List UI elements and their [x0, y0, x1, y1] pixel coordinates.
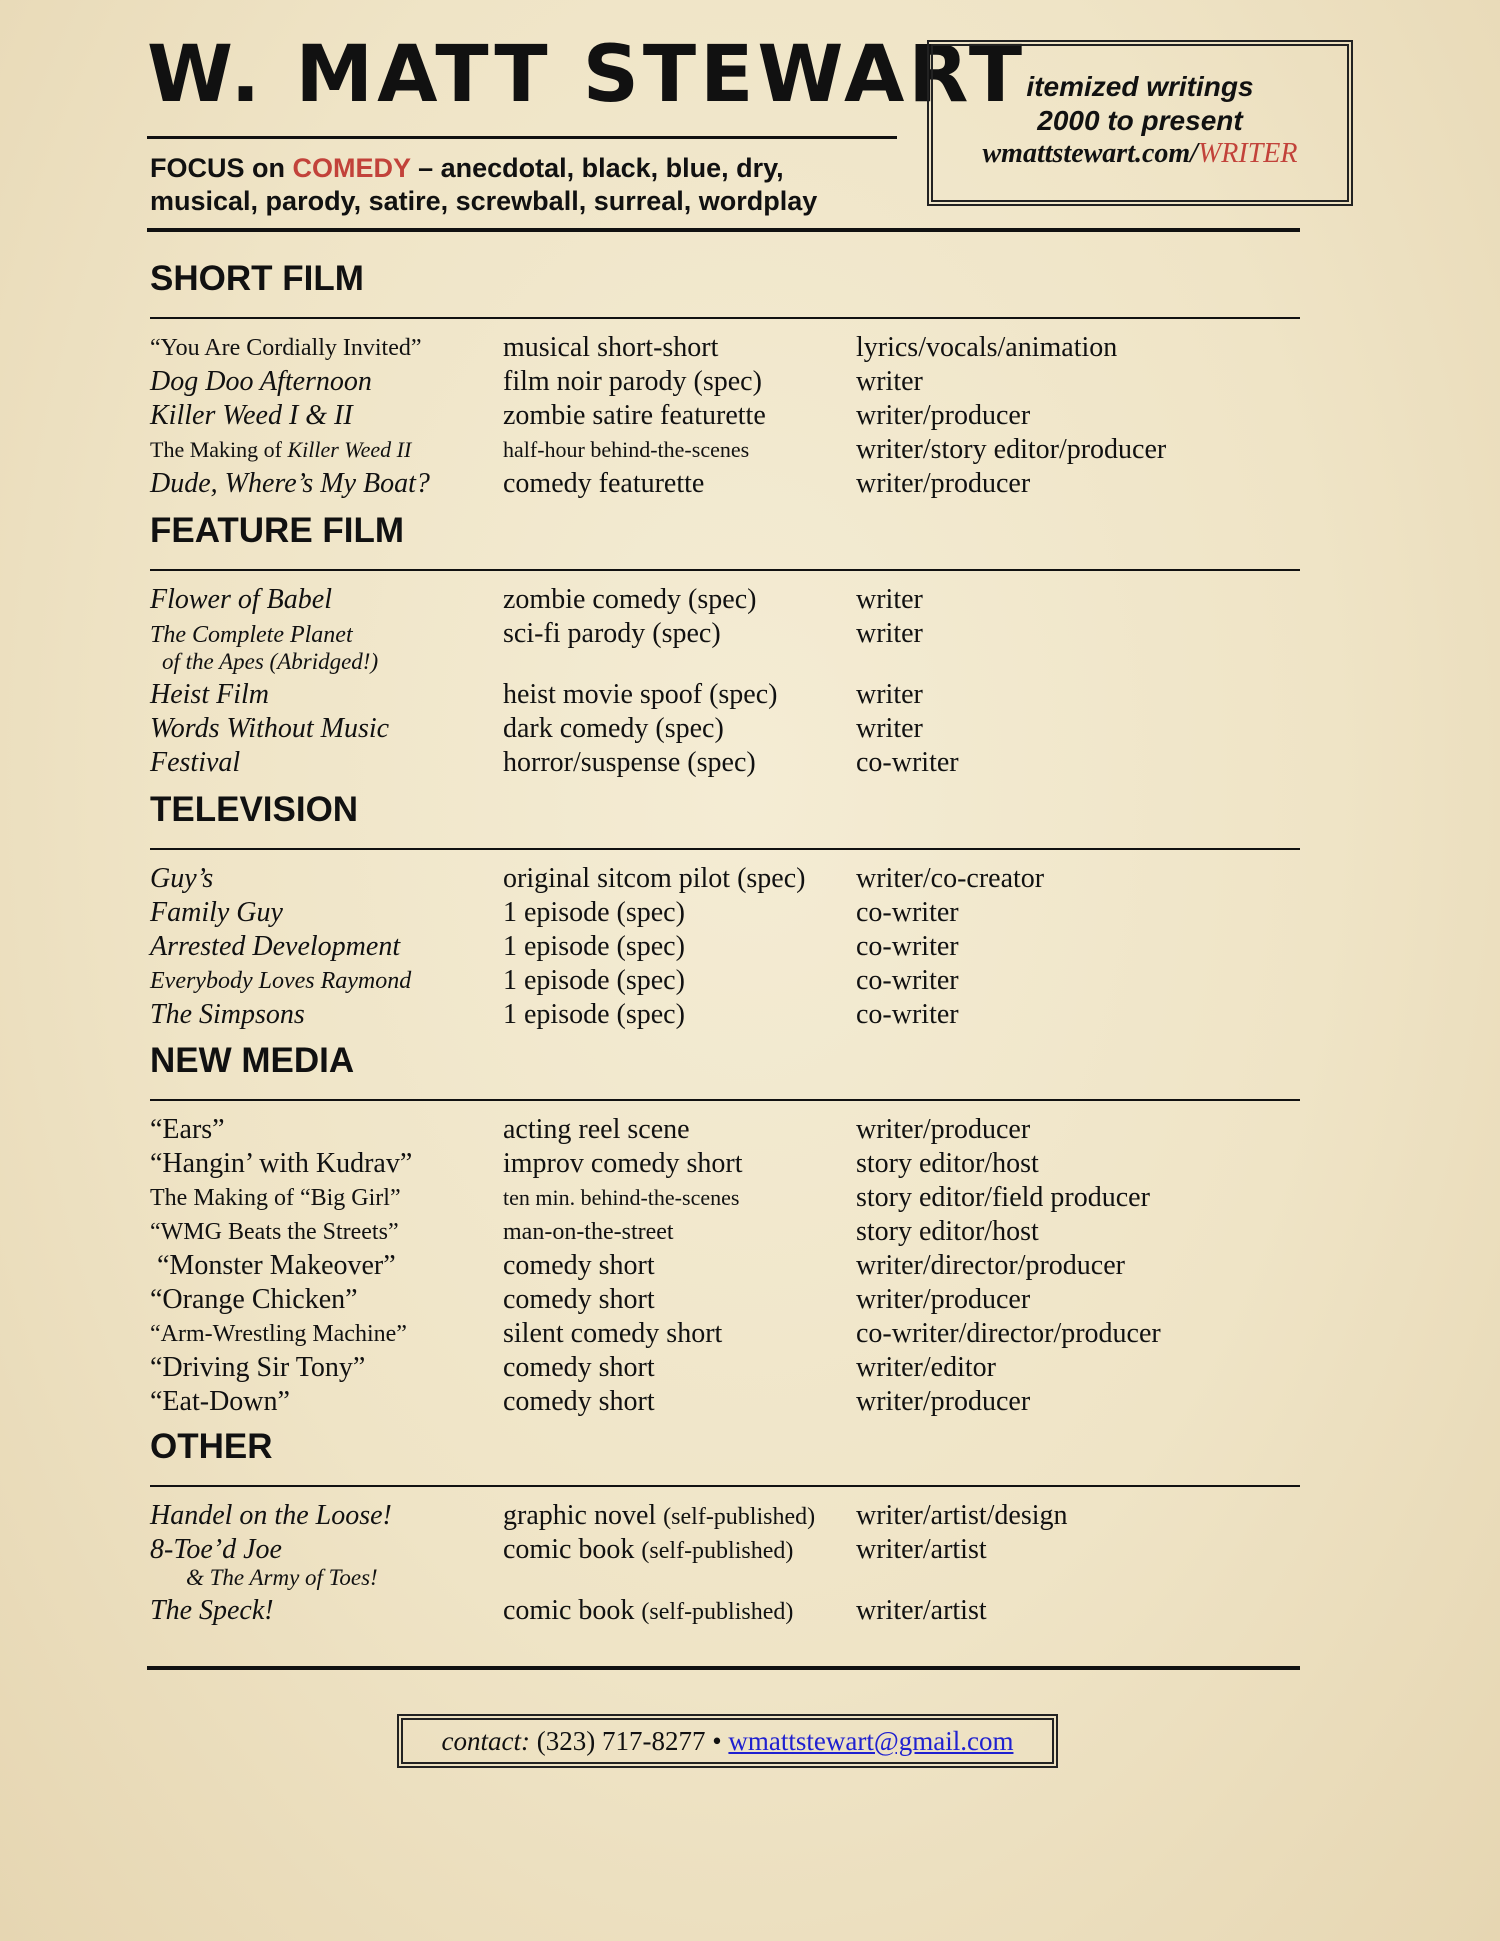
entry-type: 1 episode (spec) [503, 965, 685, 996]
entry-title: Dog Doo Afternoon [150, 366, 372, 397]
entry-type: comedy short [503, 1284, 655, 1315]
info-box-line-1: itemized writings [1026, 71, 1254, 102]
entry-type-main: graphic novel [503, 1500, 657, 1531]
entry-role: writer [856, 713, 923, 744]
section-divider [150, 848, 1300, 850]
entry-title: “WMG Beats the Streets” [150, 1219, 399, 1245]
contact-email-link[interactable]: wmattstewart@gmail.com [728, 1726, 1014, 1756]
name-underline [147, 136, 897, 139]
section-short-film [150, 259, 1300, 501]
entry-title-line-1: 8-Toe’d Joe [150, 1534, 282, 1565]
entry-title: “Monster Makeover” [150, 1250, 396, 1281]
entry-title: The Simpsons [150, 999, 305, 1030]
entry-type-main: comic book [503, 1534, 635, 1565]
entry-title: “Ears” [150, 1114, 225, 1145]
entry-role: writer/producer [856, 400, 1031, 431]
entry-type-note: (self-published) [641, 1538, 794, 1564]
entry-title: Killer Weed I & II [150, 400, 353, 431]
list-item [150, 1215, 1300, 1249]
entry-type: man-on-the-street [503, 1219, 674, 1245]
list-item [150, 331, 1300, 365]
section-new-media [150, 1041, 1300, 1419]
website-url-path: WRITER [1197, 138, 1298, 169]
list-item [150, 998, 1300, 1032]
list-item [150, 678, 1300, 712]
entry-type-note: (self-published) [663, 1504, 816, 1530]
list-item [150, 365, 1300, 399]
entry-role: writer/producer [856, 468, 1031, 499]
entry-type: musical short-short [503, 332, 719, 363]
entry-type: comedy featurette [503, 468, 705, 499]
entry-role: writer [856, 584, 923, 615]
entry-role: lyrics/vocals/animation [856, 332, 1118, 363]
entry-title: “You Are Cordially Invited” [150, 335, 422, 361]
entry-title: “Orange Chicken” [150, 1284, 358, 1315]
list-item [150, 896, 1300, 930]
section-title: OTHER [150, 1427, 273, 1466]
entry-type: sci-fi parody (spec) [503, 618, 721, 649]
section-other [150, 1427, 1300, 1628]
entry-list [150, 331, 1300, 501]
entry-title: “Arm-Wrestling Machine” [150, 1321, 407, 1347]
entry-title: “Hangin’ with Kudrav” [150, 1148, 413, 1179]
entry-type: half-hour behind-the-scenes [503, 437, 750, 462]
info-box-line-2: 2000 to present [1037, 105, 1243, 136]
entry-type: comedy short [503, 1352, 655, 1383]
entry-role: co-writer/director/producer [856, 1318, 1161, 1349]
entry-type: horror/suspense (spec) [503, 747, 756, 778]
contact-box [397, 1714, 1058, 1768]
entry-role: writer/artist [856, 1595, 987, 1626]
list-item [150, 1181, 1300, 1215]
footer-divider [147, 1666, 1300, 1670]
entry-type: 1 episode (spec) [503, 897, 685, 928]
list-item [150, 1351, 1300, 1385]
focus-genres-1: – anecdotal, black, blue, dry, [418, 153, 784, 183]
entry-type: comedy short [503, 1250, 655, 1281]
entry-role: writer/artist/design [856, 1500, 1068, 1531]
section-divider [150, 1099, 1300, 1101]
entry-title: Dude, Where’s My Boat? [150, 468, 430, 499]
entry-type: ten min. behind-the-scenes [503, 1185, 740, 1210]
list-item [150, 964, 1300, 998]
entry-role: story editor/host [856, 1216, 1039, 1247]
entry-title: Words Without Music [150, 713, 390, 744]
list-item [150, 1317, 1300, 1351]
info-box [927, 40, 1353, 206]
list-item [150, 1249, 1300, 1283]
entry-type: comedy short [503, 1386, 655, 1417]
entry-type: 1 episode (spec) [503, 999, 685, 1030]
list-item [150, 1385, 1300, 1419]
entry-role: co-writer [856, 999, 959, 1030]
entry-title-line-1: The Complete Planet [150, 622, 353, 648]
entry-type-main: comic book [503, 1595, 635, 1626]
section-feature-film [150, 511, 1300, 780]
entry-role: co-writer [856, 897, 959, 928]
entry-type: zombie comedy (spec) [503, 584, 757, 615]
focus-statement [150, 152, 817, 218]
entry-role: writer/artist [856, 1534, 987, 1565]
entry-title [150, 433, 503, 467]
entry-title: Family Guy [150, 897, 283, 928]
entry-role: co-writer [856, 965, 959, 996]
entry-title: “Driving Sir Tony” [150, 1352, 366, 1383]
focus-genres-2: musical, parody, satire, screwball, surreal, wordplay [150, 186, 818, 216]
list-item [150, 1113, 1300, 1147]
list-item [150, 746, 1300, 780]
list-item [150, 1594, 1300, 1628]
entry-type: silent comedy short [503, 1318, 723, 1349]
list-item [150, 1499, 1300, 1533]
entry-role: writer [856, 366, 923, 397]
entry-title-line-2: of the Apes (Abridged!) [162, 649, 379, 674]
section-divider [150, 1485, 1300, 1487]
entry-role: writer [856, 679, 923, 710]
entry-role: writer/editor [856, 1352, 996, 1383]
contact-separator: • [712, 1726, 722, 1756]
entry-role: co-writer [856, 747, 959, 778]
focus-line-1 [150, 152, 817, 185]
list-item [150, 433, 1300, 467]
focus-highlight: COMEDY [292, 153, 411, 183]
entry-role: story editor/field producer [856, 1182, 1150, 1213]
entry-role: writer/producer [856, 1386, 1031, 1417]
entry-role: writer/story editor/producer [856, 434, 1167, 465]
header-divider [147, 228, 1300, 232]
entry-type [503, 1594, 856, 1628]
section-title: NEW MEDIA [150, 1041, 355, 1080]
section-title: SHORT FILM [150, 259, 364, 298]
entry-title: Guy’s [150, 863, 214, 894]
entry-type: acting reel scene [503, 1114, 690, 1145]
section-title: FEATURE FILM [150, 511, 405, 550]
author-name: W. MATT STEWART [147, 30, 1027, 120]
entry-role: writer/co-creator [856, 863, 1045, 894]
entry-title: Flower of Babel [150, 584, 332, 615]
section-divider [150, 317, 1300, 319]
list-item [150, 930, 1300, 964]
entry-type: original sitcom pilot (spec) [503, 863, 806, 894]
entry-list [150, 862, 1300, 1032]
entry-title-main: Killer Weed II [287, 437, 412, 462]
section-television [150, 790, 1300, 1032]
section-divider [150, 569, 1300, 571]
entry-type: improv comedy short [503, 1148, 743, 1179]
contact-label: contact: [441, 1726, 530, 1756]
entry-title: Everybody Loves Raymond [150, 968, 412, 994]
entry-type-note: (self-published) [641, 1599, 794, 1625]
entry-role: writer [856, 618, 923, 649]
entry-title: Handel on the Loose! [150, 1500, 392, 1531]
list-item [150, 712, 1300, 746]
contact-phone[interactable]: (323) 717-8277 [536, 1726, 706, 1756]
list-item [150, 1533, 1300, 1594]
entry-role: story editor/host [856, 1148, 1039, 1179]
entry-title: “Eat-Down” [150, 1386, 290, 1417]
list-item [150, 617, 1300, 678]
entry-list [150, 1499, 1300, 1628]
entry-title [150, 617, 503, 678]
list-item [150, 1147, 1300, 1181]
entry-title-prefix: The Making of [150, 437, 282, 462]
section-title: TELEVISION [150, 790, 359, 829]
entry-type: film noir parody (spec) [503, 366, 762, 397]
website-url[interactable] [933, 138, 1347, 170]
entry-type: 1 episode (spec) [503, 931, 685, 962]
entry-title: Arrested Development [150, 931, 401, 962]
entry-type [503, 1499, 856, 1533]
entry-title: The Speck! [150, 1595, 274, 1626]
list-item [150, 467, 1300, 501]
entry-list [150, 583, 1300, 780]
entry-type: dark comedy (spec) [503, 713, 724, 744]
list-item [150, 583, 1300, 617]
entry-type: zombie satire featurette [503, 400, 766, 431]
focus-label: FOCUS on [150, 153, 285, 183]
entry-title: The Making of “Big Girl” [150, 1185, 401, 1211]
entry-title: Heist Film [150, 679, 269, 710]
entry-role: co-writer [856, 931, 959, 962]
list-item [150, 1283, 1300, 1317]
entry-role: writer/producer [856, 1114, 1031, 1145]
list-item [150, 862, 1300, 896]
entry-title: Festival [150, 747, 241, 778]
list-item [150, 399, 1300, 433]
entry-type: heist movie spoof (spec) [503, 679, 778, 710]
entry-role: writer/producer [856, 1284, 1031, 1315]
website-url-base: wmattstewart.com/ [982, 138, 1198, 169]
entry-role: writer/director/producer [856, 1250, 1125, 1281]
entry-title [150, 1533, 503, 1594]
entry-title-line-2: & The Army of Toes! [186, 1565, 378, 1590]
entry-type [503, 1533, 856, 1594]
entry-list [150, 1113, 1300, 1419]
